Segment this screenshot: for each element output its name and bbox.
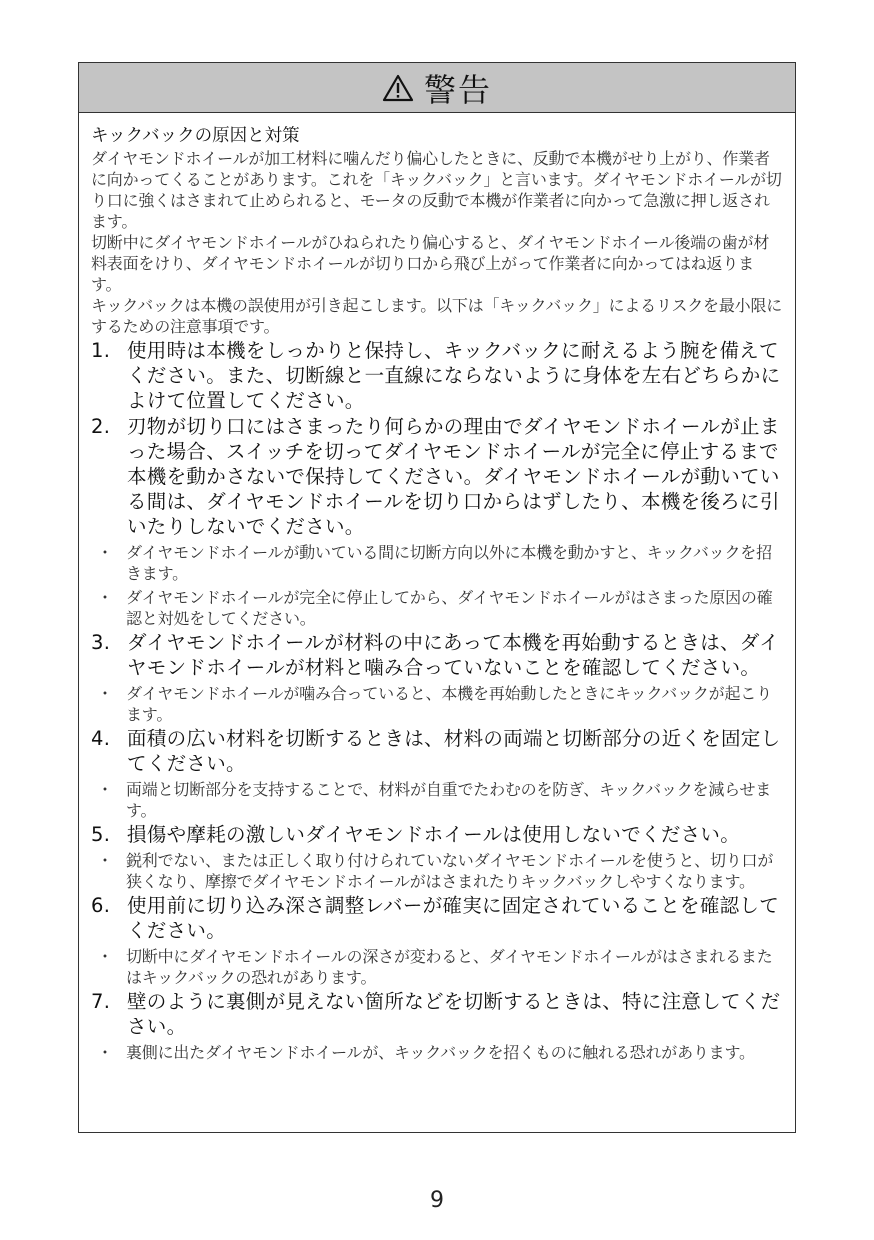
warning-item bbox=[91, 822, 784, 847]
item-number: 3. bbox=[91, 631, 111, 654]
bullet-text: 鋭利でない、または正しく取り付けられていないダイヤモンドホイールを使うと、切り口が狭くなり、摩擦でダイヤモンドホイールがはさまれたりキックバックしやすくなります。 bbox=[126, 851, 774, 891]
item-text: ダイヤモンドホイールが材料の中にあって本機を再始動するときは、ダイヤモンドホイールが材料と噛み合っていないことを確認してください。 bbox=[127, 631, 780, 679]
page-number: 9 bbox=[430, 1188, 444, 1213]
bullet-text: 裏側に出たダイヤモンドホイールが、キックバックを招くものに触れる恐れがあります。 bbox=[126, 1043, 755, 1062]
warning-triangle-icon bbox=[382, 74, 414, 102]
intro-paragraph: ダイヤモンドホイールが加工材料に噛んだり偏心したときに、反動で本機がせり上がり、作業者に向かってくることがあります。これを「キックバック」と言います。ダイヤモンドホイールが切り口に強くはさまれて止められると、モータの反動で本機が作業者に向かって急激に押し返されます。 bbox=[91, 149, 782, 231]
warning-header bbox=[79, 63, 795, 113]
warning-item bbox=[91, 989, 784, 1039]
bullet-note bbox=[91, 779, 784, 821]
warning-box bbox=[78, 62, 796, 1133]
warning-item bbox=[91, 338, 784, 413]
item-text: 損傷や摩耗の激しいダイヤモンドホイールは使用しないでください。 bbox=[127, 823, 741, 846]
warning-item-list bbox=[91, 338, 784, 1063]
item-text: 使用時は本機をしっかりと保持し、キックバックに耐えるよう腕を備えてください。また、切断線と一直線にならないように身体を左右どちらかによけて位置してください。 bbox=[127, 339, 781, 412]
bullet-note bbox=[91, 850, 784, 892]
warning-item bbox=[91, 630, 784, 680]
bullet-dot: ・ bbox=[97, 543, 113, 562]
bullet-note bbox=[91, 683, 784, 725]
bullet-dot: ・ bbox=[97, 588, 113, 607]
warning-item bbox=[91, 893, 784, 943]
intro-paragraph: 切断中にダイヤモンドホイールがひねられたり偏心すると、ダイヤモンドホイール後端の歯が材料表面をけり、ダイヤモンドホイールが切り口から飛び上がって作業者に向かってはね返ります。 bbox=[91, 233, 770, 294]
bullet-note bbox=[91, 946, 784, 988]
warning-title: 警告 bbox=[423, 70, 492, 109]
item-number: 6. bbox=[91, 894, 111, 917]
bullet-dot: ・ bbox=[97, 851, 113, 870]
intro-paragraph: キックバックは本機の誤使用が引き起こします。以下は「キックバック」によるリスクを最小限にするための注意事項です。 bbox=[91, 296, 783, 336]
item-number: 2. bbox=[91, 415, 111, 438]
bullet-text: ダイヤモンドホイールが動いている間に切断方向以外に本機を動かすと、キックバックを招きます。 bbox=[126, 543, 772, 583]
section-title: キックバックの原因と対策 bbox=[91, 126, 300, 146]
bullet-text: ダイヤモンドホイールが完全に停止してから、ダイヤモンドホイールがはさまった原因の確認と対処をしてください。 bbox=[126, 588, 773, 628]
bullet-note bbox=[91, 587, 784, 629]
bullet-text: 両端と切断部分を支持することで、材料が自重でたわむのを防ぎ、キックバックを減らせます。 bbox=[126, 780, 772, 820]
item-text: 刃物が切り口にはさまったり何らかの理由でダイヤモンドホイールが止まった場合、スイッチを切ってダイヤモンドホイールが完全に停止するまで本機を動かさないで保持してください。ダイヤモンドホイールが動いている間は、ダイヤモンドホイールを切り口からはずしたり、本機を後ろに引いたりしないでください。 bbox=[127, 415, 780, 538]
bullet-dot: ・ bbox=[97, 780, 113, 799]
bullet-note bbox=[91, 1042, 784, 1063]
warning-content bbox=[79, 113, 795, 1063]
bullet-text: 切断中にダイヤモンドホイールの深さが変わると、ダイヤモンドホイールがはさまれるまたはキックバックの恐れがあります。 bbox=[126, 947, 773, 987]
warning-item bbox=[91, 726, 784, 776]
warning-item bbox=[91, 414, 784, 539]
bullet-note bbox=[91, 542, 784, 584]
bullet-dot: ・ bbox=[97, 1043, 113, 1062]
item-number: 5. bbox=[91, 823, 111, 846]
bullet-dot: ・ bbox=[97, 947, 113, 966]
bullet-text: ダイヤモンドホイールが噛み合っていると、本機を再始動したときにキックバックが起こります。 bbox=[126, 684, 772, 724]
item-text: 壁のように裏側が見えない箇所などを切断するときは、特に注意してください。 bbox=[127, 990, 781, 1038]
item-number: 7. bbox=[91, 990, 111, 1013]
item-number: 1. bbox=[91, 339, 111, 362]
bullet-dot: ・ bbox=[97, 684, 113, 703]
item-text: 使用前に切り込み深さ調整レバーが確実に固定されていることを確認してください。 bbox=[127, 894, 780, 942]
item-number: 4. bbox=[91, 727, 111, 750]
item-text: 面積の広い材料を切断するときは、材料の両端と切断部分の近くを固定してください。 bbox=[127, 727, 781, 775]
